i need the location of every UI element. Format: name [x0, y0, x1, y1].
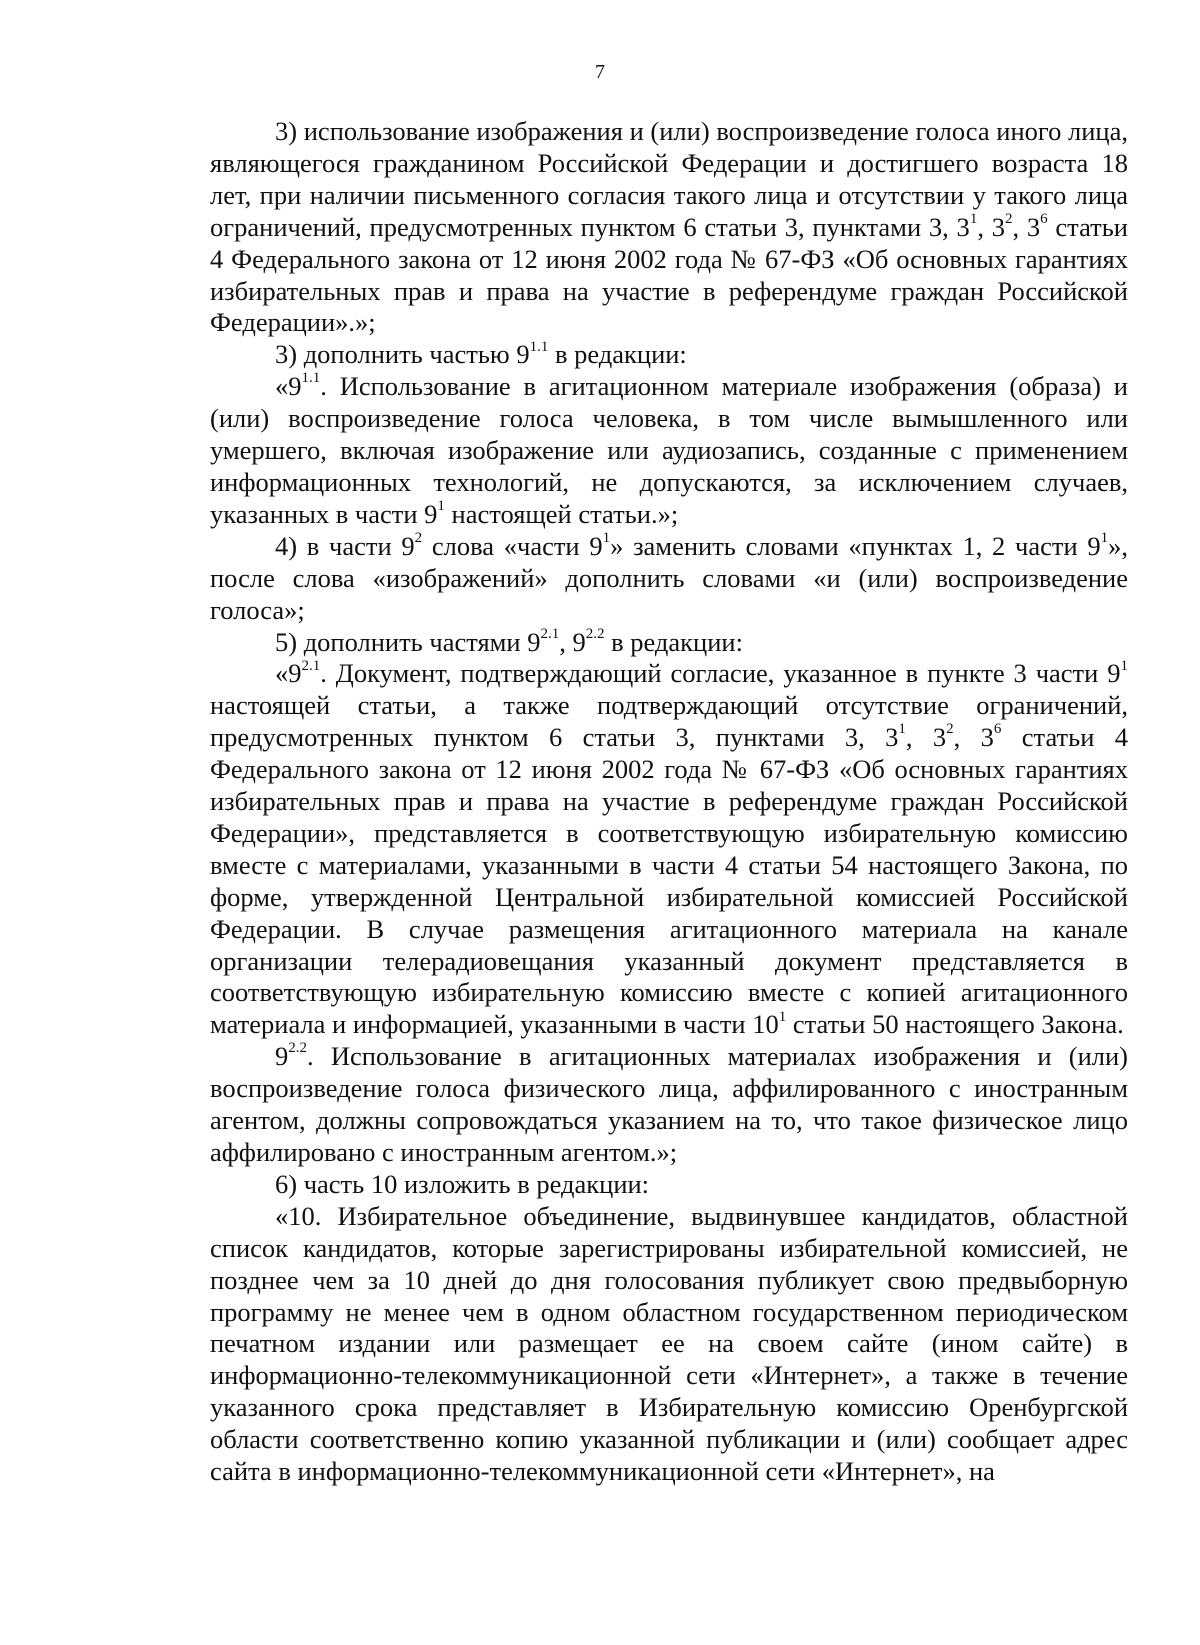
text-run: слова «части 9: [422, 530, 603, 561]
text-run: . Использование в агитационном материале изображения (образа) и (или) воспроизведение голоса человека, в том числе вымышленного или умершего, включая изображение или аудиозапись, созданные с применением информационных технологий, не допускаются, за исключением случаев, указанных в части 9: [210, 371, 1128, 529]
superscript: 1.1: [301, 370, 321, 387]
text-run: , 3: [1012, 211, 1041, 242]
superscript: 2: [414, 529, 423, 546]
text-run: 4) в части 9: [275, 530, 415, 561]
superscript: 2.1: [301, 657, 321, 674]
text-run: . Документ, подтверждающий согласие, указанное в пункте 3 части 9: [320, 658, 1121, 689]
paragraph-part-9-1-1-text: [210, 371, 1128, 531]
superscript: 1.1: [529, 338, 549, 355]
superscript: 2.2: [288, 1040, 307, 1057]
superscript: 2: [946, 721, 954, 738]
text-run: , 3: [905, 722, 947, 753]
text-run: , 3: [953, 722, 994, 753]
paragraph-add-part-9-1-1: [210, 339, 1128, 371]
text-run: , 3: [977, 211, 1005, 242]
paragraph-item-4: [210, 531, 1128, 627]
superscript: 1: [898, 721, 906, 738]
paragraph-part-9-2-2-text: [210, 1041, 1128, 1169]
paragraph-add-parts-9-2-1-9-2-2: [210, 627, 1128, 659]
superscript: 1: [437, 498, 445, 515]
text-run: 5) дополнить частями 9: [275, 626, 541, 657]
text-run: настоящей статьи, а также подтверждающий отсутствие ограничений, предусмотренных пунктом 6 статьи 3, пунктами 3, 3: [210, 690, 1128, 753]
superscript: 1: [1100, 529, 1109, 546]
superscript: 2: [1004, 210, 1013, 227]
text-run: 3) дополнить частью 9: [275, 339, 530, 370]
superscript: 2.1: [540, 625, 560, 642]
text-run: 6) часть 10 изложить в редакции:: [275, 1168, 650, 1199]
page-number: 7: [595, 61, 605, 83]
text-run: «9: [275, 658, 302, 689]
text-run: статьи 4 Федерального закона от 12 июня 2002 года № 67-ФЗ «Об основных гарантиях избирательных прав и права на участие в референдуме граждан Российской Федерации».»;: [210, 211, 1128, 338]
text-run: «10. Избирательное объединение, выдвинувшее кандидатов, областной список кандидатов, которые зарегистрированы избирательной комиссией, не позднее чем за 10 дней до дня голосования публикует свою предвыборную программу не менее чем в одном областном государственном периодическом печатном издании или размещает ее на своем сайте (ином сайте) в информационно-телекоммуникационной сети «Интернет», а также в течение указанного срока представляет в Избирательную комиссию Оренбургской области соответственно копию указанной публикации и (или) сообщает адрес сайта в информационно-телекоммуникационной сети «Интернет», на: [210, 1200, 1128, 1487]
superscript: 6: [993, 721, 1002, 738]
paragraph-part-9-2-1-text: [210, 658, 1128, 1041]
superscript: 1: [1120, 657, 1128, 674]
text-run: в редакции:: [604, 626, 743, 657]
superscript: 1: [602, 529, 611, 546]
text-run: 9: [275, 1041, 289, 1072]
text-run: статьи 50 настоящего Закона.: [786, 1009, 1124, 1040]
text-run: 3) использование изображения и (или) воспроизведение голоса иного лица, являющегося гражданином Российской Федерации и достигшего возраста 18 лет, при наличии письменного согласия такого лица и отсутствии у такого лица ограничений, предусмотренных пунктом 6 статьи 3, пунктами 3, 3: [210, 116, 1128, 242]
text-run: статьи 4 Федерального закона от 12 июня 2002 года № 67-ФЗ «Об основных гарантиях избирательных прав и права на участие в референдуме граждан Российской Федерации», представляется в соответствующую избирательную комиссию вместе с материалами, указанными в части 4 статьи 54 настоящего Закона, по форме, утвержденной Центральной избирательной комиссией Российской Федерации. В случае размещения агитационного материала на канале организации телерадиовещания указанный документ представляется в соответствующую избирательную комиссию вместе с копией агитационного материала и информацией, указанными в части 10: [210, 722, 1129, 1040]
paragraph-item-6: [210, 1169, 1128, 1201]
superscript: 1: [778, 1008, 787, 1025]
paragraph-item-3: [210, 116, 1128, 339]
text-run: «9: [275, 371, 302, 402]
document-body: [210, 116, 1128, 1488]
paragraph-part-10-text: [210, 1201, 1128, 1488]
text-run: », после слова «изображений» дополнить словами «и (или) воспроизведение голоса»;: [210, 530, 1128, 625]
text-run: в редакции:: [548, 339, 687, 370]
superscript: 1: [969, 210, 978, 227]
superscript: 6: [1040, 210, 1048, 227]
superscript: 2.2: [585, 625, 605, 642]
text-run: настоящей статьи.»;: [444, 498, 679, 529]
text-run: » заменить словами «пунктах 1, 2 части 9: [610, 530, 1101, 561]
text-run: . Использование в агитационных материалах изображения и (или) воспроизведение голоса физического лица, аффилированного с иностранным агентом, должны сопровождаться указанием на то, что такое физическое лицо аффилировано с иностранным агентом.»;: [210, 1041, 1128, 1167]
text-run: , 9: [559, 626, 586, 657]
